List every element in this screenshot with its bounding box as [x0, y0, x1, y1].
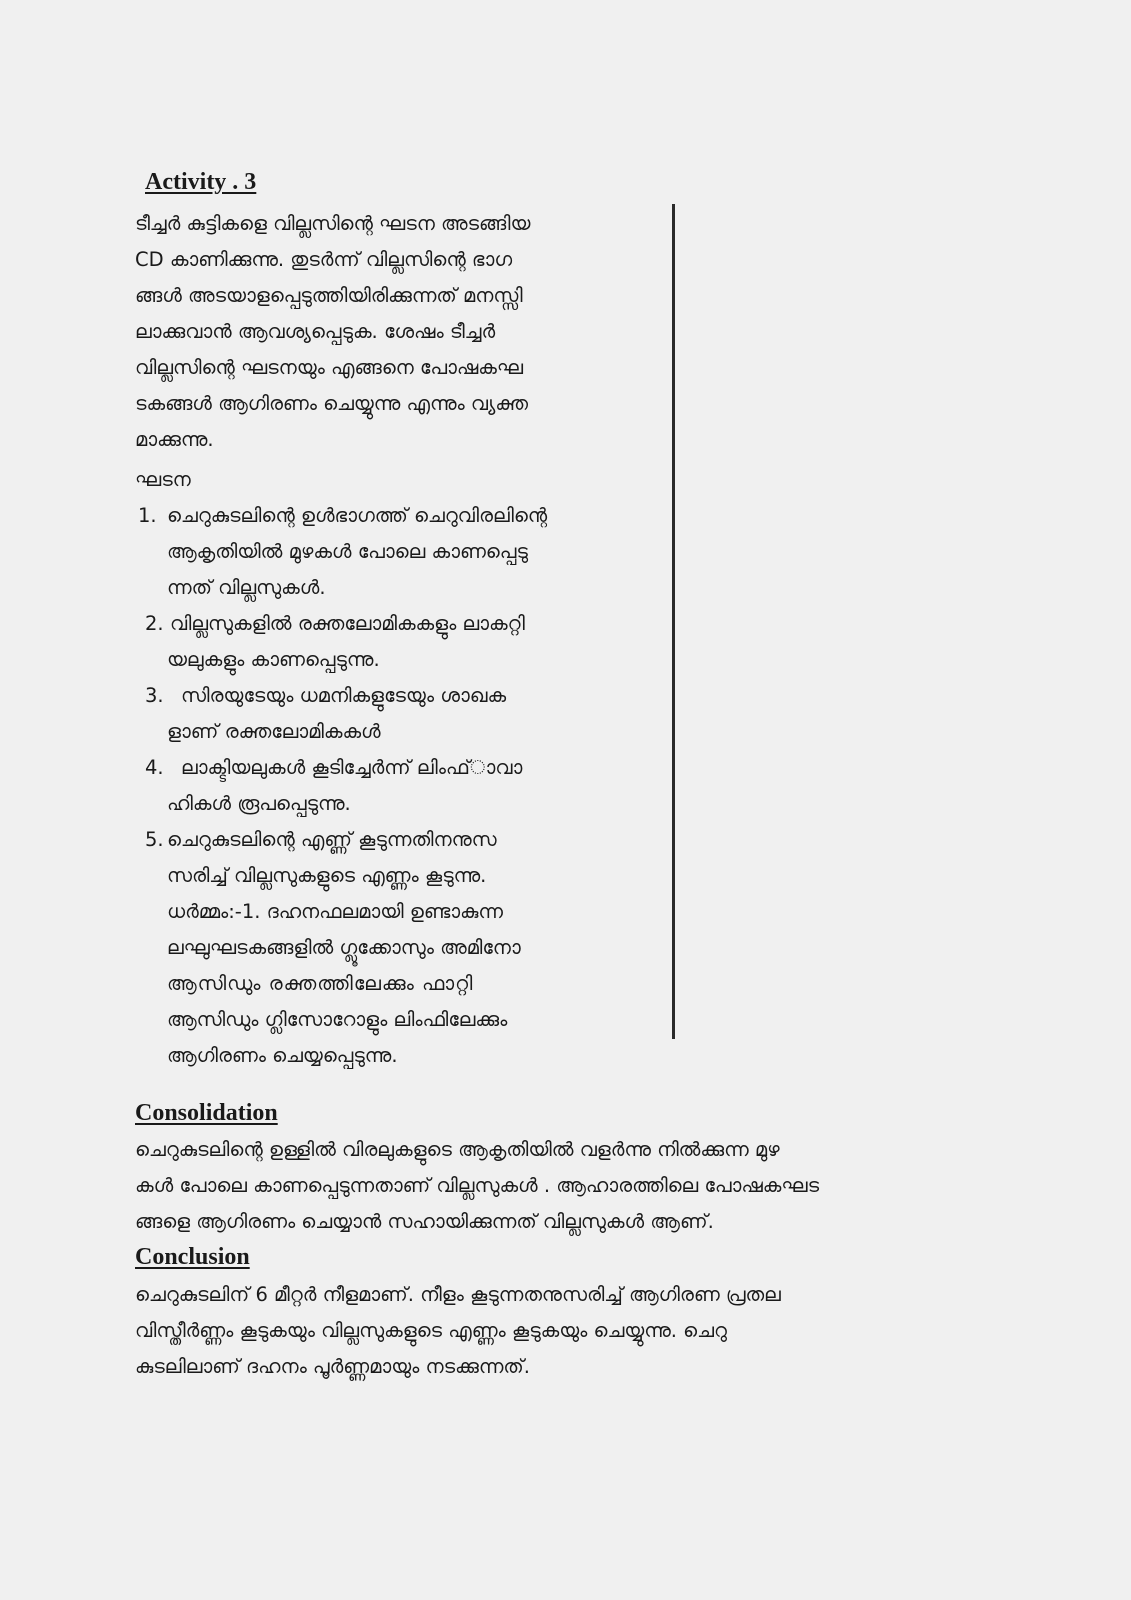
- list-item-line: ചെറുകുടലിന്റെ ഉൾഭാഗത്ത് ചെറുവിരലിന്റെ: [167, 504, 548, 527]
- list-item-number: 3.: [145, 684, 164, 707]
- function-line: ആഗിരണം ചെയ്യപ്പെടുന്നു.: [167, 1044, 398, 1067]
- list-item-number: 2.: [145, 612, 164, 635]
- intro-line: CD കാണിക്കുന്നു. തുടർന്ന് വില്ലസിന്റെ ഭാഗ: [135, 248, 513, 271]
- consolidation-body: [135, 1132, 1035, 1240]
- list-item-line: യലുകളും കാണപ്പെടുന്നു.: [167, 648, 380, 671]
- consolidation-line: ങ്ങളെ ആഗിരണം ചെയ്യാൻ സഹായിക്കുന്നത് വില്ലസുകൾ ആണ്.: [135, 1210, 714, 1233]
- list-item: [145, 750, 522, 822]
- list-item-line: ന്നത് വില്ലസുകൾ.: [167, 576, 326, 599]
- function-line: ലഘുഘടകങ്ങളിൽ ഗ്ലൂക്കോസും അമിനോ: [167, 936, 521, 959]
- intro-line: ടീച്ചർ കുട്ടികളെ വില്ലസിന്റെ ഘടന അടങ്ങിയ: [135, 212, 531, 235]
- conclusion-heading: Conclusion: [135, 1244, 250, 1270]
- list-item-line: ഹികൾ രൂപപ്പെടുന്നു.: [167, 792, 351, 815]
- list-item: [138, 498, 547, 606]
- conclusion-body: [135, 1277, 1035, 1385]
- intro-line: ങ്ങൾ അടയാളപ്പെടുത്തിയിരിക്കുന്നത് മനസ്സി: [135, 284, 523, 307]
- activity-heading: Activity . 3: [145, 169, 257, 195]
- list-item-number: 5.: [145, 828, 164, 851]
- intro-line: ലാക്കുവാൻ ആവശ്യപ്പെടുക. ശേഷം ടീച്ചർ: [135, 320, 496, 343]
- conclusion-line: ചെറുകുടലിന് 6 മീറ്റർ നീളമാണ്. നീളം കൂടുന്നതനുസരിച്ച് ആഗിരണ പ്രതല: [135, 1283, 781, 1306]
- consolidation-heading: Consolidation: [135, 1100, 278, 1126]
- list-item-line: ആകൃതിയിൽ മുഴകൾ പോലെ കാണപ്പെടു: [167, 540, 528, 563]
- consolidation-line: കൾ പോലെ കാണപ്പെടുന്നതാണ് വില്ലസുകൾ . ആഹാരത്തിലെ പോഷകഘട: [135, 1174, 820, 1197]
- column-divider: [672, 204, 675, 1039]
- list-item-line: സരിച്ച് വില്ലസുകളുടെ എണ്ണം കൂടുന്നു.: [167, 864, 487, 887]
- list-item-line: ചെറുകുടലിന്റെ എണ്ണ് കൂടുന്നതിനനുസ: [167, 828, 497, 851]
- intro-line: ടകങ്ങൾ ആഗിരണം ചെയ്യുന്നു എന്നും വ്യക്ത: [135, 392, 528, 415]
- intro-line: മാക്കുന്നു.: [135, 428, 214, 451]
- structure-label: ഘടന: [135, 468, 191, 491]
- list-item: [145, 678, 506, 750]
- list-item-number: 4.: [145, 756, 164, 779]
- list-item-number: 1.: [138, 504, 157, 527]
- list-item-line: വില്ലസുകളിൽ രക്തലോമികകളും ലാകറ്റി: [170, 612, 525, 635]
- consolidation-line: ചെറുകുടലിന്റെ ഉള്ളിൽ വിരലുകളുടെ ആകൃതിയിൽ വളർന്നു നിൽക്കുന്ന മുഴ: [135, 1138, 780, 1161]
- list-item: [145, 822, 521, 1074]
- list-item-line: സിരയുടേയും ധമനികളുടേയും ശാഖക: [181, 684, 507, 707]
- activity-intro: [135, 206, 650, 458]
- conclusion-line: കുടലിലാണ് ദഹനം പൂർണ്ണമായും നടക്കുന്നത്.: [135, 1355, 530, 1378]
- list-item: [145, 606, 525, 678]
- list-item-line: ളാണ് രക്തലോമികകൾ: [167, 720, 381, 743]
- function-line: ആസിഡും ഗ്ലിസോറോളും ലിംഫിലേക്കും: [167, 1008, 508, 1031]
- function-line: ധർമ്മം:-1. ദഹനഫലമായി ഉണ്ടാകുന്ന: [167, 900, 504, 923]
- function-line: ആസിഡും രക്തത്തിലേക്കും ഫാറ്റി: [167, 972, 474, 995]
- conclusion-line: വിസ്തീർണ്ണം കൂടുകയും വില്ലസുകളുടെ എണ്ണം കൂടുകയും ചെയ്യുന്നു. ചെറു: [135, 1319, 727, 1342]
- intro-line: വില്ലസിന്റെ ഘടനയും എങ്ങനെ പോഷകഘ: [135, 356, 524, 379]
- list-item-line: ലാക്ടിയലുകൾ കൂടിച്ചേർന്ന് ലിംഫ്ാവാ: [181, 756, 523, 779]
